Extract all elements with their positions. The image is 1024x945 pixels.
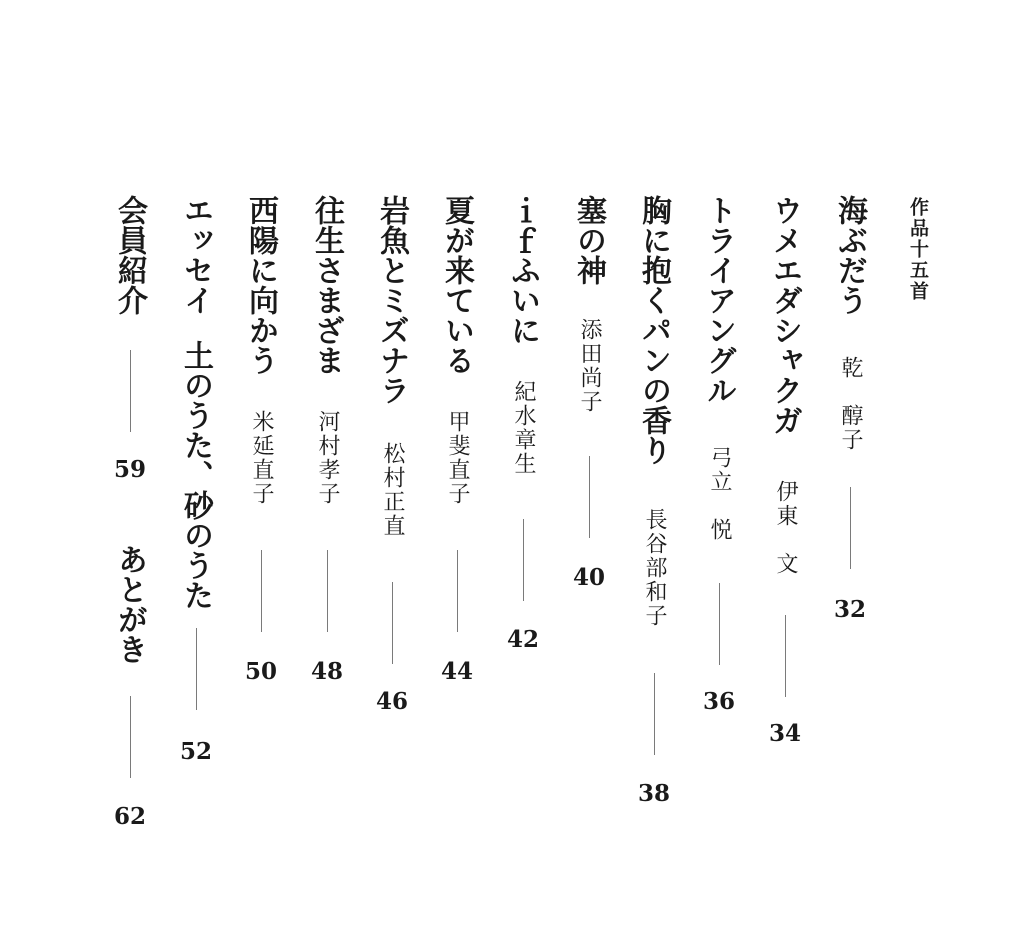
entry-author: 河村孝子 [315, 410, 340, 506]
entry-author: 弓立 悦 [707, 446, 732, 542]
entry-title: 西陽に向かう [243, 195, 278, 375]
entry-author: 松村正直 [380, 442, 405, 538]
entry-author: 長谷部和子 [642, 508, 667, 628]
leader-rule [654, 673, 655, 755]
entry-title: ｉｆふいに [505, 195, 540, 345]
entry-title: 岩魚とミズナラ [374, 195, 409, 405]
entry-title: 海ぶだう [832, 195, 867, 315]
essay-title: エッセイ [178, 195, 213, 315]
page-number: 52 [179, 738, 212, 765]
page-number: 62 [113, 803, 146, 830]
page-number: 42 [506, 626, 539, 653]
members-title: 会員紹介 [112, 195, 147, 315]
page-number: 38 [637, 780, 670, 807]
leader-rule [719, 583, 720, 665]
page-number: 48 [310, 658, 343, 685]
afterword-title: あとがき [112, 544, 147, 664]
leader-rule [130, 696, 131, 778]
entry-author: 乾 醇子 [838, 356, 863, 452]
leader-rule [523, 519, 524, 601]
essay-subtitle: 土のうた、砂のうた [178, 340, 213, 610]
page-number: 32 [833, 596, 866, 623]
entry-title: 塞の神 [571, 195, 606, 285]
entry-author: 米延直子 [249, 410, 274, 506]
leader-rule [130, 350, 131, 432]
page-number: 59 [113, 456, 146, 483]
leader-rule [850, 487, 851, 569]
leader-rule [196, 628, 197, 710]
page-number: 36 [702, 688, 735, 715]
entry-title: 夏が来ている [439, 195, 474, 375]
leader-rule [327, 550, 328, 632]
entry-author: 添田尚子 [577, 318, 602, 414]
leader-rule [785, 615, 786, 697]
leader-rule [261, 550, 262, 632]
entry-author: 甲斐直子 [445, 410, 470, 506]
entry-author: 紀水章生 [511, 380, 536, 476]
leader-rule [392, 582, 393, 664]
leader-rule [457, 550, 458, 632]
page-number: 50 [244, 658, 277, 685]
entry-title: 胸に抱くパンの香り [636, 195, 671, 465]
entry-title: 往生さまざま [309, 195, 344, 375]
entry-title: ウメエダシャクガ [767, 195, 802, 435]
page-number: 46 [375, 688, 408, 715]
page-number: 44 [440, 658, 473, 685]
page-number: 34 [768, 720, 801, 747]
entry-title: トライアングル [701, 195, 736, 405]
section-label: 作品十五首 [907, 197, 929, 302]
leader-rule [589, 456, 590, 538]
page-number: 40 [572, 564, 605, 591]
entry-author: 伊東 文 [773, 480, 798, 576]
